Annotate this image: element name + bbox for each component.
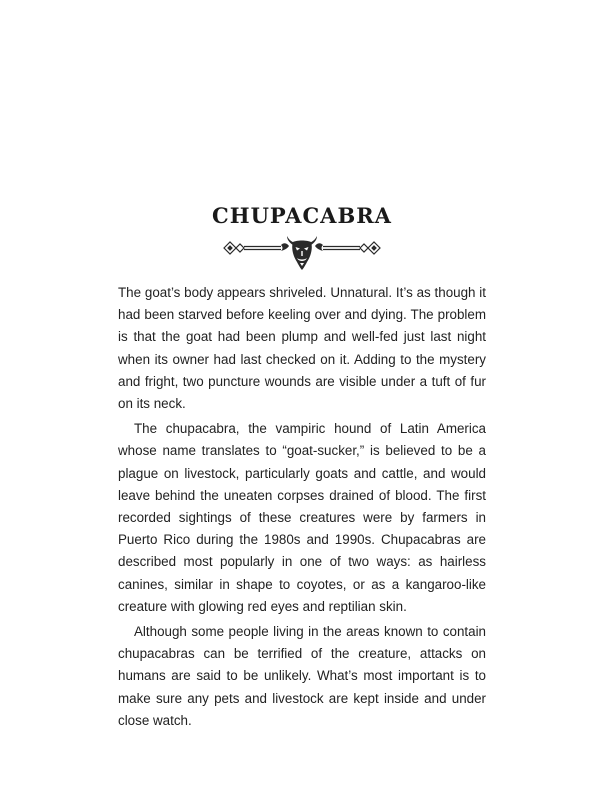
paragraph-2: The chupacabra, the vampiric hound of Latin America whose name translates to “goat-sucker,” is believed to be a plague on livestock, particularly goats and cattle, and would leave behind the uneaten corpses drained of blood. The first recorded sightings of these creatures were by farmers in Puerto Rico during the 1980s and 1990s. Chupacabras are described most popularly in one of two ways: as hairless canines, similar in shape to coyotes, or as a kangaroo-like creature with glowing red eyes and reptilian skin. xyxy=(118,421,486,614)
chapter-title: CHUPACABRA xyxy=(212,203,392,228)
demon-face-ornament-icon xyxy=(221,232,383,272)
body-text xyxy=(118,282,486,735)
paragraph-1: The goat’s body appears shriveled. Unnatural. It’s as though it had been starved before keeling over and dying. The problem is that the goat had been plump and well-fed just last night when its owner had last checked on it. Adding to the mystery and fright, two puncture wounds are visible under a tuft of fur on its neck. xyxy=(118,285,486,412)
paragraph-3: Although some people living in the areas known to contain chupacabras can be terrified of the creature, attacks on humans are said to be unlikely. What’s most important is to make sure any pets and livestock are kept inside and under close watch. xyxy=(118,624,486,728)
